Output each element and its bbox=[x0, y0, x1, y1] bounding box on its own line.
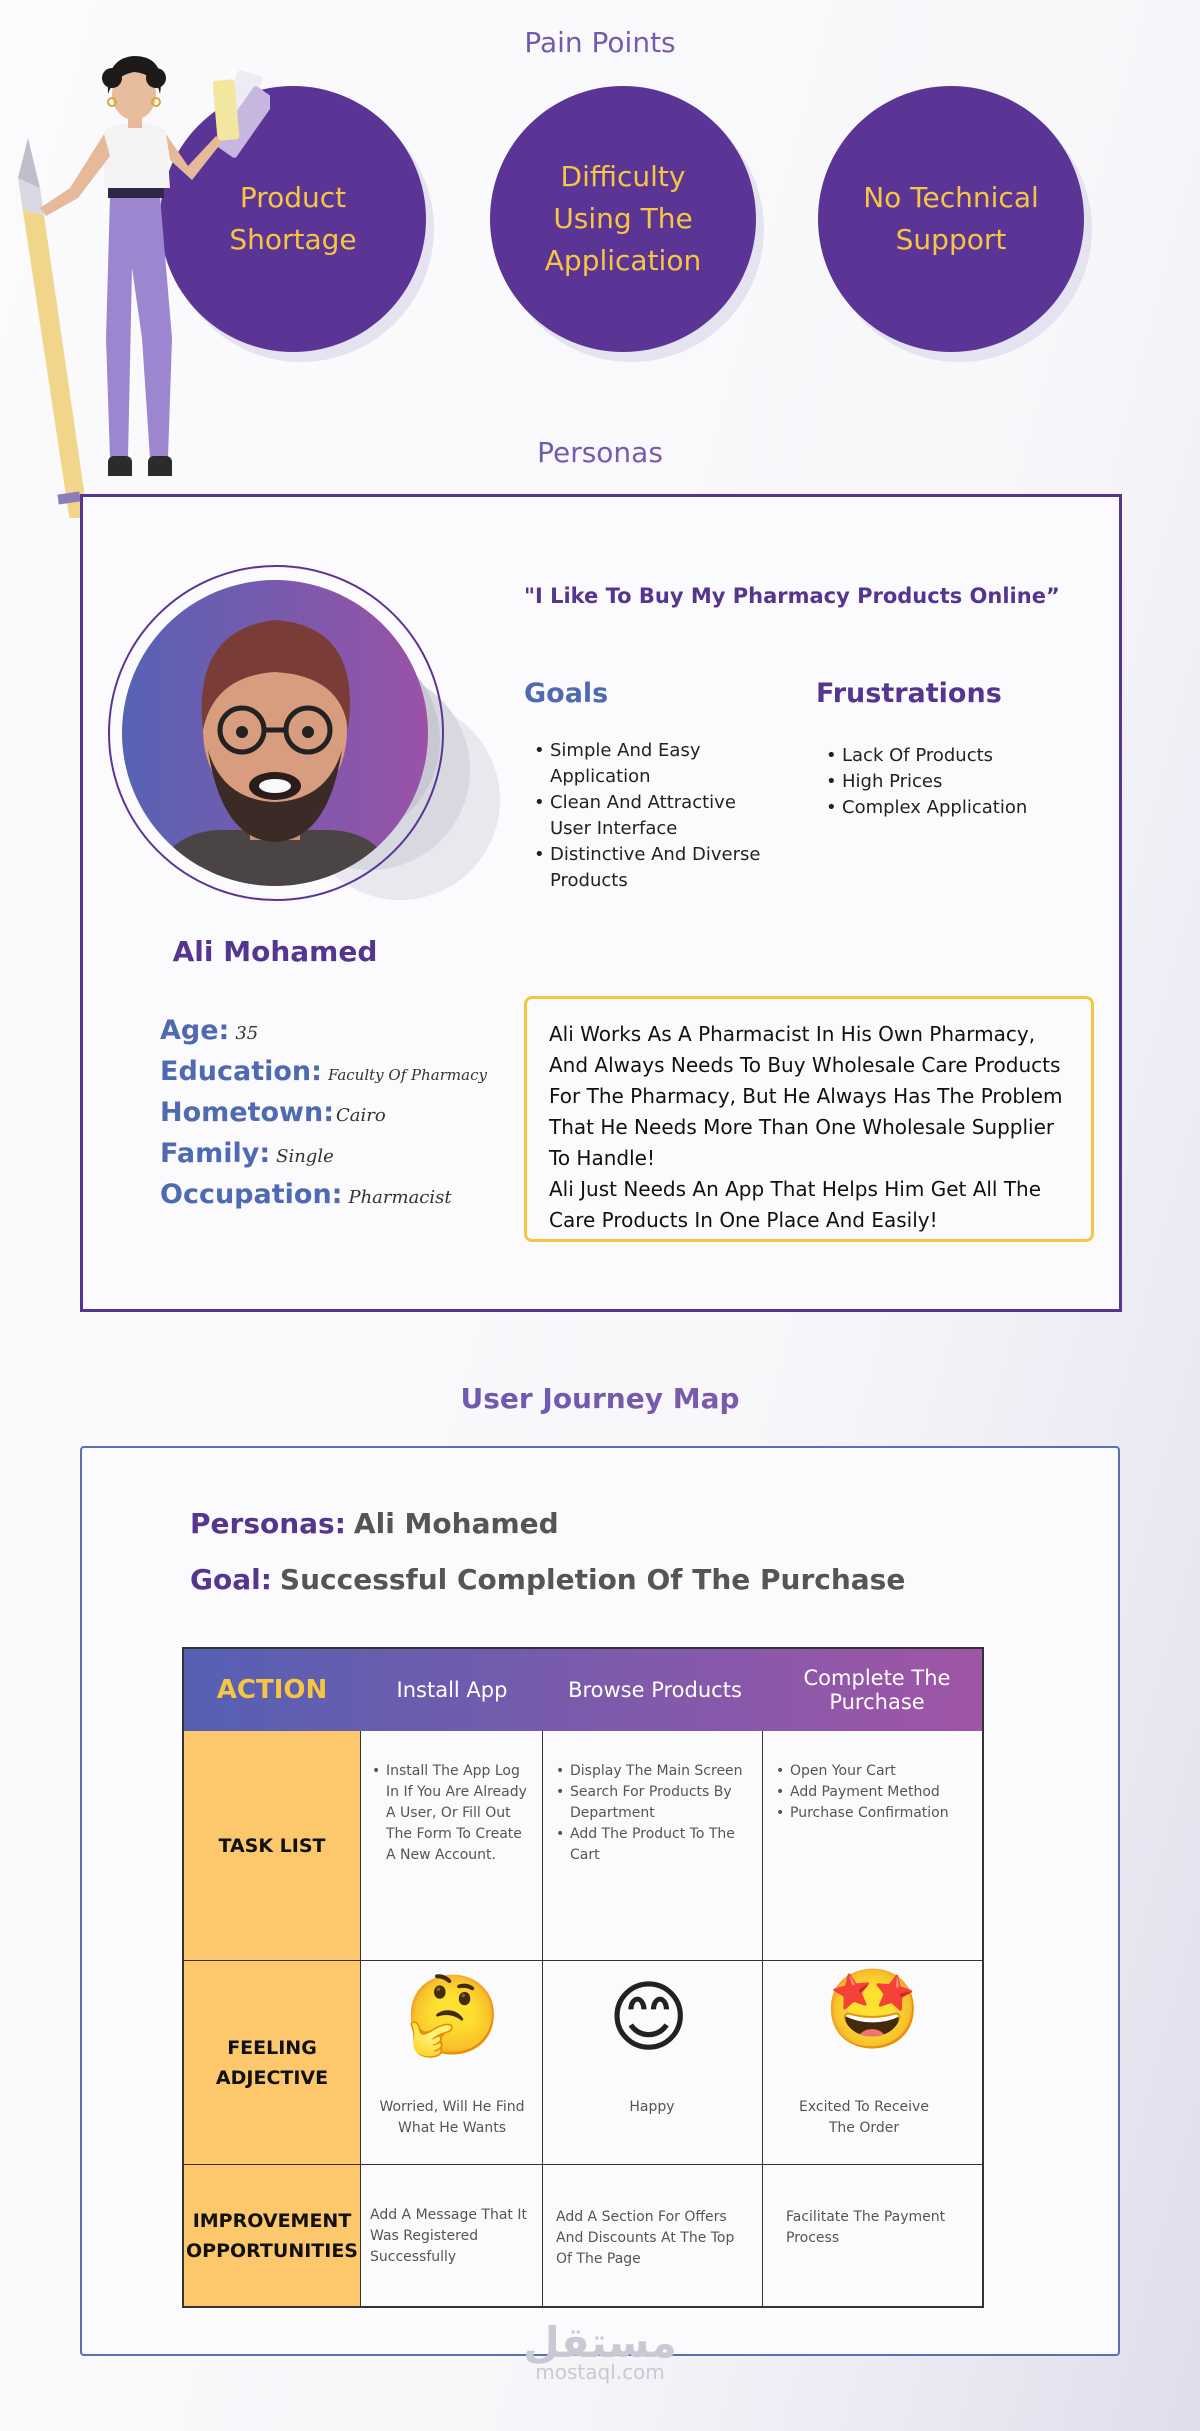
list-item: • Install The App Log In If You Are Already A User, Or Fill Out The Form To Create A New Account. bbox=[372, 1761, 532, 1866]
info-row-occupation bbox=[160, 1179, 487, 1220]
divider bbox=[542, 1731, 543, 2306]
info-row-education bbox=[160, 1056, 487, 1097]
header-install-app: Install App bbox=[396, 1678, 508, 1702]
persona-face-icon bbox=[122, 580, 428, 886]
avatar bbox=[122, 580, 428, 886]
info-row-family bbox=[160, 1138, 487, 1179]
task-cell-purchase bbox=[776, 1761, 972, 1824]
color-swatch-icon bbox=[212, 70, 270, 159]
journey-persona-label: Personas: bbox=[190, 1507, 346, 1540]
info-label: Hometown: bbox=[160, 1097, 335, 1128]
journey-title: User Journey Map bbox=[0, 1382, 1200, 1415]
info-value: Faculty Of Pharmacy bbox=[327, 1066, 487, 1084]
journey-table bbox=[182, 1647, 984, 2308]
divider bbox=[762, 1731, 763, 2306]
list-item: • Search For Products By Department bbox=[556, 1782, 752, 1824]
info-label: Education: bbox=[160, 1056, 322, 1087]
divider bbox=[360, 1731, 361, 2306]
journey-persona-line bbox=[190, 1507, 559, 1540]
journey-goal-line bbox=[190, 1563, 905, 1596]
improvement-cell: Facilitate The Payment Process bbox=[786, 2209, 946, 2246]
pain-point-no-support bbox=[818, 86, 1084, 352]
personas-title: Personas bbox=[0, 436, 1200, 469]
watermark-logo: مستقل bbox=[523, 2318, 677, 2367]
pain-point-label: No Technical Support bbox=[863, 181, 1039, 256]
journey-goal-label: Goal: bbox=[190, 1563, 272, 1596]
info-label: Family: bbox=[160, 1138, 271, 1169]
list-item: • High Prices bbox=[824, 769, 1064, 795]
pain-point-label: Difficulty Using The Application bbox=[544, 160, 702, 277]
feeling-text: Worried, Will He Find What He Wants bbox=[379, 2099, 525, 2136]
feeling-text: Happy bbox=[629, 2099, 675, 2115]
persona-bio bbox=[524, 996, 1094, 1242]
persona-info bbox=[160, 1015, 487, 1220]
bio-paragraph: Ali Works As A Pharmacist In His Own Pharmacy, And Always Needs To Buy Wholesale Care Products For The Pharmacy, But He Always Has The Problem That He Needs More Than One Wholesale Supplier To Handle! bbox=[549, 1022, 1063, 1170]
frustrations-heading: Frustrations bbox=[816, 678, 1002, 709]
improvement-cell: Add A Section For Offers And Discounts At The Top Of The Page bbox=[556, 2209, 735, 2267]
table-header bbox=[184, 1649, 982, 1731]
list-item: • Lack Of Products bbox=[824, 743, 1064, 769]
watermark-url: mostaql.com bbox=[535, 2360, 665, 2384]
list-item: • Clean And Attractive User Interface bbox=[532, 790, 772, 842]
info-value: 35 bbox=[235, 1023, 259, 1044]
info-row-hometown bbox=[160, 1097, 487, 1138]
list-item: • Add The Product To The Cart bbox=[556, 1824, 752, 1866]
info-row-age bbox=[160, 1015, 487, 1056]
list-item: • Purchase Confirmation bbox=[776, 1803, 972, 1824]
journey-persona-value: Ali Mohamed bbox=[353, 1507, 559, 1540]
goals-heading: Goals bbox=[524, 678, 609, 709]
list-item: • Distinctive And Diverse Products bbox=[532, 842, 772, 894]
info-value: Pharmacist bbox=[348, 1187, 452, 1208]
improvement-cell: Add A Message That It Was Registered Successfully bbox=[370, 2207, 527, 2265]
goals-list bbox=[532, 738, 772, 894]
header-browse-products: Browse Products bbox=[568, 1678, 742, 1702]
header-action: ACTION bbox=[216, 1675, 328, 1705]
star-struck-face-icon: 🤩 bbox=[824, 1965, 922, 2055]
info-label: Age: bbox=[160, 1015, 230, 1046]
divider bbox=[184, 1960, 982, 1961]
info-value: Single bbox=[276, 1146, 334, 1167]
list-item: • Open Your Cart bbox=[776, 1761, 972, 1782]
smiling-face-icon: 😊 bbox=[608, 1973, 690, 2063]
journey-goal-value: Successful Completion Of The Purchase bbox=[279, 1563, 906, 1596]
info-value: Cairo bbox=[336, 1105, 386, 1126]
info-label: Occupation: bbox=[160, 1179, 343, 1210]
divider bbox=[184, 2164, 982, 2165]
pain-point-label: Product Shortage bbox=[229, 181, 357, 256]
persona-quote: "I Like To Buy My Pharmacy Products Online” bbox=[524, 584, 1060, 608]
header-complete-purchase: Complete The Purchase bbox=[803, 1666, 951, 1714]
pain-point-difficulty bbox=[490, 86, 756, 352]
list-item: • Complex Application bbox=[824, 795, 1064, 821]
pain-points-title: Pain Points bbox=[0, 26, 1200, 59]
list-item: • Display The Main Screen bbox=[556, 1761, 752, 1782]
task-cell-install bbox=[372, 1761, 532, 1866]
thinking-face-icon: 🤔 bbox=[404, 1971, 502, 2061]
frustrations-list bbox=[824, 743, 1064, 821]
row-label-improvement: IMPROVEMENT OPPORTUNITIES bbox=[184, 2165, 360, 2306]
persona-name: Ali Mohamed bbox=[172, 935, 378, 968]
task-cell-browse bbox=[556, 1761, 752, 1866]
feeling-text: Excited To Receive The Order bbox=[799, 2099, 929, 2136]
list-item: • Simple And Easy Application bbox=[532, 738, 772, 790]
list-item: • Add Payment Method bbox=[776, 1782, 972, 1803]
row-label-task-list: TASK LIST bbox=[184, 1731, 360, 1960]
bio-paragraph: Ali Just Needs An App That Helps Him Get All The Care Products In One Place And Easily! bbox=[549, 1177, 1042, 1232]
row-label-feeling: FEELING ADJECTIVE bbox=[184, 1961, 360, 2164]
